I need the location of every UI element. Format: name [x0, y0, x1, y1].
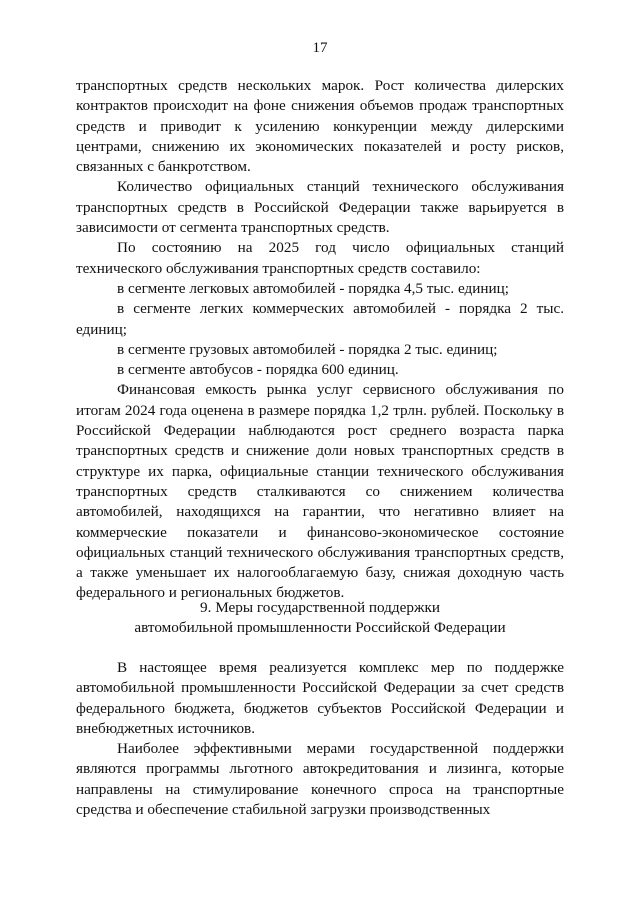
list-item-passenger-cars: в сегменте легковых автомобилей - порядка 4,5 тыс. единиц; [117, 279, 509, 297]
paragraph-effective-measures: Наиболее эффективными мерами государственной поддержки являются программы льготного автокредитования и лизинга, которые направлены на стимулирование конечного спроса на транспортные средства и обеспечение стабильной загрузки производственных [76, 740, 564, 819]
section-heading-line-2: автомобильной промышленности Российской Федерации [134, 619, 506, 637]
section-heading-line-1: 9. Меры государственной поддержки [200, 599, 440, 616]
paragraph-financial-capacity: Финансовая емкость рынка услуг сервисного обслуживания по итогам 2024 года оценена в размере порядка 1,2 трлн. рублей. Поскольку в Российской Федерации наблюдаются рост среднего возраста парка транспортных средств и снижение доли новых транспортных средств в структуре их парка, официальные станции технического обслуживания транспортных средств сталкиваются со снижением количества автомобилей, находящихся на гарантии, что негативно влияет на коммерческие показатели и финансово-экономическое состояние официальных станций технического обслуживания транспортных средств, а также уменьшает их налогооблагаемую базу, снижая доходную часть федерального и региональных бюджетов. [76, 381, 564, 602]
paragraph-dealer-contracts: транспортных средств нескольких марок. Рост количества дилерских контрактов происходит на фоне снижения объемов продаж транспортных средств и приводит к усилению конкуренции между дилерскими центрами, снижению их экономических показателей и росту рисков, связанных с банкротством. [76, 77, 564, 176]
document-body-section-9 [76, 658, 564, 820]
page-number: 17 [312, 40, 328, 56]
list-item-buses: в сегменте автобусов - порядка 600 единиц. [117, 361, 399, 379]
document-body-upper [76, 76, 564, 604]
paragraph-stations-2025-intro: По состоянию на 2025 год число официальных станций технического обслуживания транспортных средств составило: [76, 239, 564, 277]
paragraph-service-stations-count: Количество официальных станций технического обслуживания транспортных средств в Российской Федерации также варьируется в зависимости от сегмента транспортных средств. [76, 178, 564, 237]
section-heading [76, 598, 564, 639]
paragraph-support-measures: В настоящее время реализуется комплекс мер по поддержке автомобильной промышленности Российской Федерации за счет средств федерального бюджета, бюджетов субъектов Российской Федерации и внебюджетных источников. [76, 659, 564, 737]
list-item-light-commercial: в сегменте легких коммерческих автомобилей - порядка 2 тыс. единиц; [76, 300, 564, 338]
list-item-trucks: в сегменте грузовых автомобилей - порядка 2 тыс. единиц; [117, 340, 498, 358]
